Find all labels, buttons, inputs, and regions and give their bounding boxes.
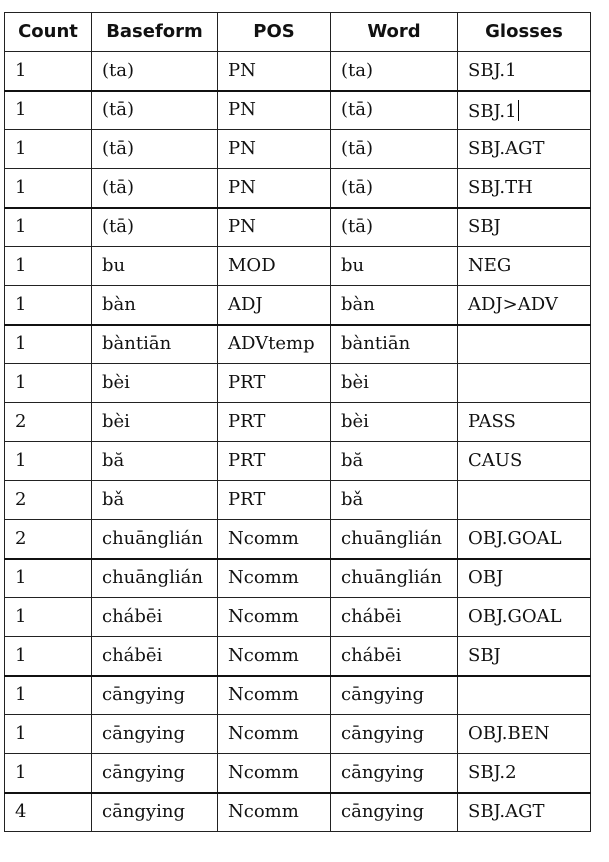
cell-glosses[interactable]: SBJ.1	[458, 52, 591, 91]
cell-glosses[interactable]: SBJ	[458, 637, 591, 676]
cell-glosses[interactable]: NEG	[458, 247, 591, 286]
cell-count[interactable]: 1	[5, 754, 92, 793]
cell-baseform[interactable]: (tā)	[92, 208, 218, 247]
table-row[interactable]	[5, 364, 591, 403]
table-row[interactable]	[5, 559, 591, 598]
cell-pos[interactable]: PN	[218, 208, 331, 247]
column-header-word[interactable]: Word	[331, 13, 458, 52]
cell-baseform[interactable]: cāngying	[92, 754, 218, 793]
cell-pos[interactable]: PRT	[218, 481, 331, 520]
cell-pos[interactable]: PN	[218, 91, 331, 130]
cell-count[interactable]: 1	[5, 130, 92, 169]
cell-glosses[interactable]: OBJ.BEN	[458, 715, 591, 754]
table-row[interactable]	[5, 52, 591, 91]
cell-word[interactable]: bàn	[331, 286, 458, 325]
table-row[interactable]	[5, 715, 591, 754]
table-row[interactable]	[5, 208, 591, 247]
cell-glosses[interactable]: SBJ.AGT	[458, 130, 591, 169]
cell-baseform[interactable]: bèi	[92, 364, 218, 403]
cell-baseform[interactable]: chuānglián	[92, 520, 218, 559]
cell-word[interactable]: bèi	[331, 403, 458, 442]
table-row[interactable]	[5, 598, 591, 637]
table-row[interactable]	[5, 520, 591, 559]
cell-pos[interactable]: Ncomm	[218, 715, 331, 754]
cell-count[interactable]: 1	[5, 598, 92, 637]
cell-baseform[interactable]: (tā)	[92, 91, 218, 130]
cell-baseform[interactable]: cāngying	[92, 715, 218, 754]
cell-count[interactable]: 1	[5, 715, 92, 754]
cell-count[interactable]: 1	[5, 325, 92, 364]
table-row[interactable]	[5, 91, 591, 130]
cell-count[interactable]: 2	[5, 481, 92, 520]
cell-word[interactable]: chábēi	[331, 598, 458, 637]
cell-count[interactable]: 1	[5, 286, 92, 325]
cell-word[interactable]: (tā)	[331, 208, 458, 247]
cell-word[interactable]: cāngying	[331, 793, 458, 832]
cell-count[interactable]: 1	[5, 208, 92, 247]
cell-count[interactable]: 4	[5, 793, 92, 832]
cell-baseform[interactable]: (tā)	[92, 130, 218, 169]
cell-baseform[interactable]: cāngying	[92, 793, 218, 832]
column-header-pos[interactable]: POS	[218, 13, 331, 52]
cell-pos[interactable]: Ncomm	[218, 793, 331, 832]
table-row[interactable]	[5, 325, 591, 364]
column-header-count[interactable]: Count	[5, 13, 92, 52]
cell-word[interactable]: (tā)	[331, 169, 458, 208]
cell-glosses[interactable]	[458, 325, 591, 364]
column-header-baseform[interactable]: Baseform	[92, 13, 218, 52]
cell-baseform[interactable]: bàntiān	[92, 325, 218, 364]
gloss-table-container	[4, 12, 591, 832]
cell-word[interactable]: cāngying	[331, 676, 458, 715]
cell-count[interactable]: 1	[5, 364, 92, 403]
cell-count[interactable]: 1	[5, 559, 92, 598]
cell-pos[interactable]: PRT	[218, 403, 331, 442]
table-body	[5, 52, 591, 832]
cell-glosses[interactable]: SBJ.2	[458, 754, 591, 793]
cell-baseform[interactable]: (tā)	[92, 169, 218, 208]
cell-word[interactable]: chuānglián	[331, 520, 458, 559]
cell-pos[interactable]: Ncomm	[218, 637, 331, 676]
cell-count[interactable]: 1	[5, 442, 92, 481]
cell-word[interactable]: cāngying	[331, 754, 458, 793]
cell-pos[interactable]: PRT	[218, 442, 331, 481]
gloss-table	[4, 12, 591, 832]
cell-word[interactable]: bă	[331, 442, 458, 481]
table-row[interactable]	[5, 793, 591, 832]
cell-word[interactable]: (ta)	[331, 52, 458, 91]
cell-count[interactable]: 1	[5, 91, 92, 130]
cell-pos[interactable]: Ncomm	[218, 676, 331, 715]
table-row[interactable]	[5, 754, 591, 793]
cell-pos[interactable]: Ncomm	[218, 754, 331, 793]
cell-word[interactable]: chábēi	[331, 637, 458, 676]
cell-count[interactable]: 1	[5, 676, 92, 715]
cell-pos[interactable]: Ncomm	[218, 520, 331, 559]
cell-pos[interactable]: ADJ	[218, 286, 331, 325]
cell-count[interactable]: 1	[5, 169, 92, 208]
cell-word[interactable]: bǎ	[331, 481, 458, 520]
cell-pos[interactable]: MOD	[218, 247, 331, 286]
cell-baseform[interactable]: bu	[92, 247, 218, 286]
cell-glosses[interactable]: SBJ	[458, 208, 591, 247]
cell-glosses[interactable]: OBJ.GOAL	[458, 520, 591, 559]
cell-word[interactable]: chuānglián	[331, 559, 458, 598]
table-row[interactable]	[5, 676, 591, 715]
table-row[interactable]	[5, 481, 591, 520]
cell-glosses[interactable]	[458, 481, 591, 520]
cell-glosses[interactable]: PASS	[458, 403, 591, 442]
cell-word[interactable]: cāngying	[331, 715, 458, 754]
cell-glosses[interactable]: OBJ	[458, 559, 591, 598]
cell-pos[interactable]: ADVtemp	[218, 325, 331, 364]
cell-word[interactable]: bàntiān	[331, 325, 458, 364]
cell-baseform[interactable]: (ta)	[92, 52, 218, 91]
cell-glosses[interactable]: SBJ.1	[458, 91, 591, 130]
cell-count[interactable]: 1	[5, 637, 92, 676]
table-row[interactable]	[5, 169, 591, 208]
cell-baseform[interactable]: bă	[92, 442, 218, 481]
text-cursor	[518, 100, 519, 121]
cell-count[interactable]: 1	[5, 52, 92, 91]
cell-baseform[interactable]: bǎ	[92, 481, 218, 520]
table-header-row	[5, 13, 591, 52]
cell-glosses[interactable]: SBJ.AGT	[458, 793, 591, 832]
table-row[interactable]	[5, 247, 591, 286]
cell-word[interactable]: (tā)	[331, 130, 458, 169]
cell-glosses[interactable]	[458, 364, 591, 403]
cell-baseform[interactable]: chábēi	[92, 598, 218, 637]
cell-count[interactable]: 2	[5, 403, 92, 442]
table-row[interactable]	[5, 403, 591, 442]
cell-baseform[interactable]: chuānglián	[92, 559, 218, 598]
cell-pos[interactable]: PN	[218, 52, 331, 91]
cell-pos[interactable]: PN	[218, 169, 331, 208]
cell-pos[interactable]: PN	[218, 130, 331, 169]
cell-pos[interactable]: Ncomm	[218, 559, 331, 598]
column-header-glosses[interactable]: Glosses	[458, 13, 591, 52]
cell-word[interactable]: bu	[331, 247, 458, 286]
cell-pos[interactable]: Ncomm	[218, 598, 331, 637]
cell-baseform[interactable]: chábēi	[92, 637, 218, 676]
cell-pos[interactable]: PRT	[218, 364, 331, 403]
cell-baseform[interactable]: bèi	[92, 403, 218, 442]
cell-glosses[interactable]: ADJ>ADV	[458, 286, 591, 325]
cell-glosses[interactable]: OBJ.GOAL	[458, 598, 591, 637]
cell-count[interactable]: 1	[5, 247, 92, 286]
cell-word[interactable]: (tā)	[331, 91, 458, 130]
cell-count[interactable]: 2	[5, 520, 92, 559]
cell-glosses[interactable]: CAUS	[458, 442, 591, 481]
table-row[interactable]	[5, 637, 591, 676]
cell-baseform[interactable]: bàn	[92, 286, 218, 325]
cell-glosses[interactable]: SBJ.TH	[458, 169, 591, 208]
cell-glosses[interactable]	[458, 676, 591, 715]
cell-baseform[interactable]: cāngying	[92, 676, 218, 715]
cell-word[interactable]: bèi	[331, 364, 458, 403]
table-row[interactable]	[5, 130, 591, 169]
table-row[interactable]	[5, 442, 591, 481]
table-row[interactable]	[5, 286, 591, 325]
